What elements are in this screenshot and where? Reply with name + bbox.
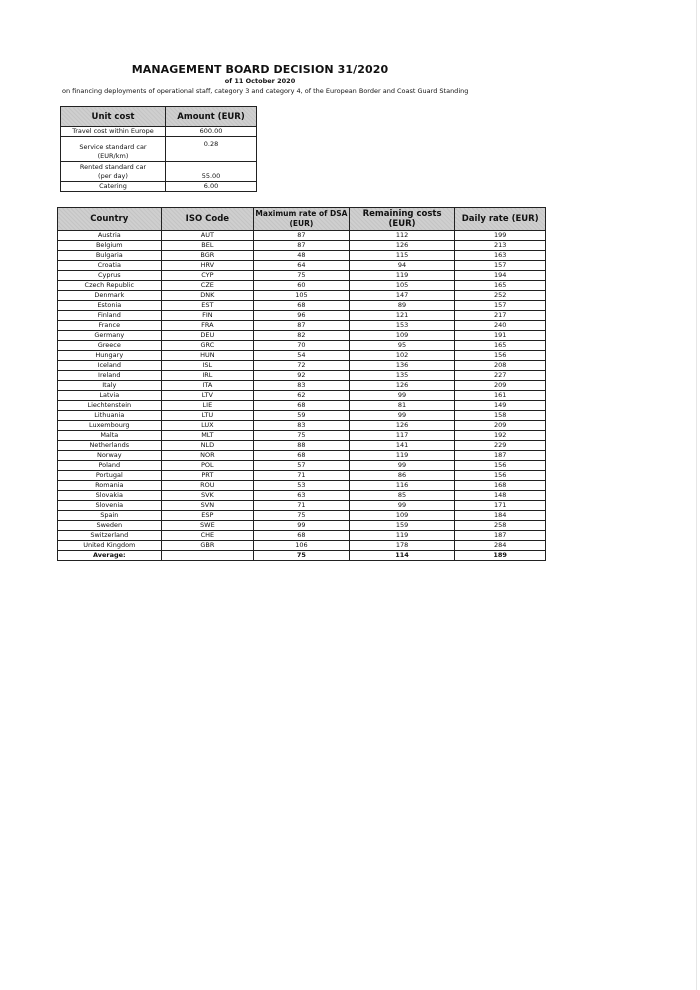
unit-cost-row-rented-car [61, 162, 257, 182]
table-row [58, 431, 546, 441]
iso-code-cell: SWE [161, 521, 254, 531]
remaining-costs-cell: 135 [349, 371, 455, 381]
unit-cost-label-line: (per day) [98, 171, 128, 180]
max-dsa-cell: 88 [254, 441, 350, 451]
country-cell: Finland [58, 311, 162, 321]
daily-rate-cell: 191 [455, 331, 546, 341]
remaining-costs-cell: 89 [349, 301, 455, 311]
unit-cost-row-catering [61, 182, 257, 192]
unit-cost-row-service-car [61, 137, 257, 162]
country-cell: Hungary [58, 351, 162, 361]
remaining-costs-cell: 94 [349, 261, 455, 271]
max-dsa-cell: 59 [254, 411, 350, 421]
remaining-costs-cell: 117 [349, 431, 455, 441]
daily-rate-cell: 161 [455, 391, 546, 401]
max-dsa-cell: 54 [254, 351, 350, 361]
daily-rate-cell: 194 [455, 271, 546, 281]
iso-code-cell: NOR [161, 451, 254, 461]
iso-code-cell: BGR [161, 251, 254, 261]
daily-rate-cell: 208 [455, 361, 546, 371]
unit-cost-label [61, 162, 166, 182]
table-row [58, 391, 546, 401]
iso-code-cell: ESP [161, 511, 254, 521]
country-cell: Cyprus [58, 271, 162, 281]
table-row [58, 401, 546, 411]
daily-rate-cell: 149 [455, 401, 546, 411]
country-cell: Lithuania [58, 411, 162, 421]
table-row [58, 451, 546, 461]
average-dsa-cell: 75 [254, 551, 350, 561]
remaining-costs-cell: 86 [349, 471, 455, 481]
iso-code-cell: LTU [161, 411, 254, 421]
country-cell: Spain [58, 511, 162, 521]
iso-code-cell: MLT [161, 431, 254, 441]
max-dsa-cell: 48 [254, 251, 350, 261]
country-cell: Denmark [58, 291, 162, 301]
table-row [58, 511, 546, 521]
country-cell: Portugal [58, 471, 162, 481]
iso-code-cell: ROU [161, 481, 254, 491]
iso-code-cell: GBR [161, 541, 254, 551]
country-cell: United Kingdom [58, 541, 162, 551]
daily-rate-cell: 258 [455, 521, 546, 531]
remaining-costs-cell: 153 [349, 321, 455, 331]
country-cell: Estonia [58, 301, 162, 311]
unit-cost-label: Catering [61, 182, 166, 192]
remaining-costs-cell: 115 [349, 251, 455, 261]
table-row [58, 311, 546, 321]
daily-rate-cell: 156 [455, 461, 546, 471]
table-row [58, 381, 546, 391]
remaining-costs-cell: 99 [349, 501, 455, 511]
iso-code-cell: ISL [161, 361, 254, 371]
remaining-costs-cell: 99 [349, 391, 455, 401]
max-dsa-header: Maximum rate of DSA (EUR) [254, 208, 350, 231]
country-cell: Luxembourg [58, 421, 162, 431]
average-label-cell: Average: [58, 551, 162, 561]
max-dsa-cell: 75 [254, 271, 350, 281]
country-cell: Poland [58, 461, 162, 471]
max-dsa-cell: 83 [254, 421, 350, 431]
country-cell: Switzerland [58, 531, 162, 541]
country-cell: Belgium [58, 241, 162, 251]
daily-rate-cell: 209 [455, 421, 546, 431]
country-cell: Norway [58, 451, 162, 461]
daily-rate-cell: 284 [455, 541, 546, 551]
average-iso-cell [161, 551, 254, 561]
country-cell: Malta [58, 431, 162, 441]
iso-code-cell: HUN [161, 351, 254, 361]
daily-rate-cell: 158 [455, 411, 546, 421]
daily-rate-cell: 209 [455, 381, 546, 391]
remaining-costs-cell: 119 [349, 451, 455, 461]
remaining-costs-cell: 119 [349, 531, 455, 541]
table-row [58, 231, 546, 241]
unit-cost-value: 0.28 [166, 137, 257, 162]
iso-code-cell: SVN [161, 501, 254, 511]
amount-header: Amount (EUR) [166, 107, 257, 127]
remaining-costs-cell: 81 [349, 401, 455, 411]
daily-rate-header: Daily rate (EUR) [455, 208, 546, 231]
daily-rate-cell: 252 [455, 291, 546, 301]
document-title: MANAGEMENT BOARD DECISION 31/2020 [131, 63, 389, 76]
table-row [58, 351, 546, 361]
country-cell: Bulgaria [58, 251, 162, 261]
max-dsa-cell: 68 [254, 401, 350, 411]
country-cell: Slovenia [58, 501, 162, 511]
max-dsa-cell: 92 [254, 371, 350, 381]
iso-code-cell: HRV [161, 261, 254, 271]
unit-cost-table [60, 106, 257, 192]
document-subtitle: on financing deployments of operational staff, category 3 and category 4, of the European Border and Coast Guard Standing [62, 87, 469, 95]
iso-code-cell: FRA [161, 321, 254, 331]
iso-code-cell: BEL [161, 241, 254, 251]
country-rates-table [57, 207, 546, 561]
country-cell: Slovakia [58, 491, 162, 501]
iso-code-cell: LIE [161, 401, 254, 411]
max-dsa-cell: 75 [254, 431, 350, 441]
max-dsa-cell: 106 [254, 541, 350, 551]
daily-rate-cell: 184 [455, 511, 546, 521]
country-cell: Netherlands [58, 441, 162, 451]
daily-rate-cell: 217 [455, 311, 546, 321]
max-dsa-cell: 71 [254, 501, 350, 511]
max-dsa-cell: 57 [254, 461, 350, 471]
iso-code-cell: LTV [161, 391, 254, 401]
daily-rate-cell: 165 [455, 341, 546, 351]
iso-code-cell: DNK [161, 291, 254, 301]
document-date: of 11 October 2020 [224, 77, 296, 85]
daily-rate-cell: 157 [455, 301, 546, 311]
unit-cost-value: 55.00 [166, 162, 257, 182]
max-dsa-cell: 96 [254, 311, 350, 321]
unit-cost-label-line: Rented standard car [79, 162, 147, 171]
remaining-costs-cell: 141 [349, 441, 455, 451]
max-dsa-cell: 64 [254, 261, 350, 271]
country-cell: Croatia [58, 261, 162, 271]
country-table-body [58, 231, 546, 561]
iso-code-cell: NLD [161, 441, 254, 451]
daily-rate-cell: 165 [455, 281, 546, 291]
table-row [58, 441, 546, 451]
country-cell: Sweden [58, 521, 162, 531]
table-row [58, 341, 546, 351]
country-table-header-row [58, 208, 546, 231]
remaining-costs-cell: 121 [349, 311, 455, 321]
unit-cost-header: Unit cost [61, 107, 166, 127]
remaining-costs-cell: 109 [349, 511, 455, 521]
table-row [58, 541, 546, 551]
remaining-costs-cell: 99 [349, 411, 455, 421]
remaining-costs-cell: 105 [349, 281, 455, 291]
unit-cost-header-row [61, 107, 257, 127]
country-cell: Italy [58, 381, 162, 391]
iso-code-cell: CHE [161, 531, 254, 541]
max-dsa-cell: 83 [254, 381, 350, 391]
remaining-costs-cell: 116 [349, 481, 455, 491]
remaining-costs-cell: 126 [349, 421, 455, 431]
iso-code-cell: CYP [161, 271, 254, 281]
country-cell: Czech Republic [58, 281, 162, 291]
country-header: Country [58, 208, 162, 231]
max-dsa-cell: 87 [254, 231, 350, 241]
table-row [58, 501, 546, 511]
daily-rate-cell: 199 [455, 231, 546, 241]
max-dsa-cell: 70 [254, 341, 350, 351]
iso-code-cell: ITA [161, 381, 254, 391]
max-dsa-cell: 68 [254, 301, 350, 311]
iso-code-cell: CZE [161, 281, 254, 291]
table-row [58, 331, 546, 341]
iso-code-cell: GRC [161, 341, 254, 351]
iso-code-cell: DEU [161, 331, 254, 341]
iso-code-cell: PRT [161, 471, 254, 481]
max-dsa-cell: 63 [254, 491, 350, 501]
remaining-costs-cell: 126 [349, 241, 455, 251]
remaining-costs-cell: 159 [349, 521, 455, 531]
daily-rate-cell: 156 [455, 351, 546, 361]
daily-rate-cell: 156 [455, 471, 546, 481]
unit-cost-value: 6.00 [166, 182, 257, 192]
country-cell: Liechtenstein [58, 401, 162, 411]
daily-rate-cell: 157 [455, 261, 546, 271]
max-dsa-cell: 60 [254, 281, 350, 291]
daily-rate-cell: 171 [455, 501, 546, 511]
iso-code-cell: LUX [161, 421, 254, 431]
table-row [58, 481, 546, 491]
table-row [58, 361, 546, 371]
average-remaining-cell: 114 [349, 551, 455, 561]
max-dsa-cell: 87 [254, 321, 350, 331]
iso-code-header: ISO Code [161, 208, 254, 231]
table-row [58, 371, 546, 381]
country-cell: Germany [58, 331, 162, 341]
iso-code-cell: EST [161, 301, 254, 311]
page-edge [696, 0, 697, 990]
max-dsa-cell: 62 [254, 391, 350, 401]
unit-cost-label: Travel cost within Europe [61, 127, 166, 137]
remaining-costs-cell: 119 [349, 271, 455, 281]
table-row [58, 491, 546, 501]
iso-code-cell: POL [161, 461, 254, 471]
max-dsa-cell: 68 [254, 451, 350, 461]
unit-cost-label: Service standard car (EUR/km) [61, 137, 166, 162]
daily-rate-cell: 163 [455, 251, 546, 261]
remaining-costs-cell: 136 [349, 361, 455, 371]
table-row [58, 321, 546, 331]
daily-rate-cell: 240 [455, 321, 546, 331]
daily-rate-cell: 187 [455, 531, 546, 541]
table-row [58, 421, 546, 431]
unit-cost-value: 600.00 [166, 127, 257, 137]
max-dsa-cell: 68 [254, 531, 350, 541]
table-row [58, 251, 546, 261]
max-dsa-cell: 72 [254, 361, 350, 371]
daily-rate-cell: 187 [455, 451, 546, 461]
average-row [58, 551, 546, 561]
daily-rate-cell: 148 [455, 491, 546, 501]
max-dsa-cell: 87 [254, 241, 350, 251]
max-dsa-cell: 105 [254, 291, 350, 301]
table-row [58, 291, 546, 301]
remaining-costs-header: Remaining costs (EUR) [349, 208, 455, 231]
daily-rate-cell: 229 [455, 441, 546, 451]
country-cell: Austria [58, 231, 162, 241]
daily-rate-cell: 192 [455, 431, 546, 441]
country-cell: Ireland [58, 371, 162, 381]
country-cell: Iceland [58, 361, 162, 371]
daily-rate-cell: 213 [455, 241, 546, 251]
country-cell: Latvia [58, 391, 162, 401]
max-dsa-cell: 71 [254, 471, 350, 481]
table-row [58, 281, 546, 291]
daily-rate-cell: 227 [455, 371, 546, 381]
remaining-costs-cell: 102 [349, 351, 455, 361]
table-row [58, 271, 546, 281]
max-dsa-cell: 82 [254, 331, 350, 341]
country-cell: Greece [58, 341, 162, 351]
table-row [58, 261, 546, 271]
table-row [58, 241, 546, 251]
country-cell: France [58, 321, 162, 331]
max-dsa-cell: 53 [254, 481, 350, 491]
table-row [58, 461, 546, 471]
remaining-costs-cell: 147 [349, 291, 455, 301]
remaining-costs-cell: 126 [349, 381, 455, 391]
iso-code-cell: FIN [161, 311, 254, 321]
remaining-costs-cell: 112 [349, 231, 455, 241]
iso-code-cell: SVK [161, 491, 254, 501]
table-row [58, 411, 546, 421]
table-row [58, 471, 546, 481]
max-dsa-cell: 99 [254, 521, 350, 531]
country-cell: Romania [58, 481, 162, 491]
max-dsa-cell: 75 [254, 511, 350, 521]
remaining-costs-cell: 178 [349, 541, 455, 551]
remaining-costs-cell: 85 [349, 491, 455, 501]
iso-code-cell: IRL [161, 371, 254, 381]
table-row [58, 301, 546, 311]
table-row [58, 531, 546, 541]
remaining-costs-cell: 99 [349, 461, 455, 471]
remaining-costs-cell: 109 [349, 331, 455, 341]
daily-rate-cell: 168 [455, 481, 546, 491]
average-daily-cell: 189 [455, 551, 546, 561]
remaining-costs-cell: 95 [349, 341, 455, 351]
table-row [58, 521, 546, 531]
iso-code-cell: AUT [161, 231, 254, 241]
unit-cost-row-travel [61, 127, 257, 137]
